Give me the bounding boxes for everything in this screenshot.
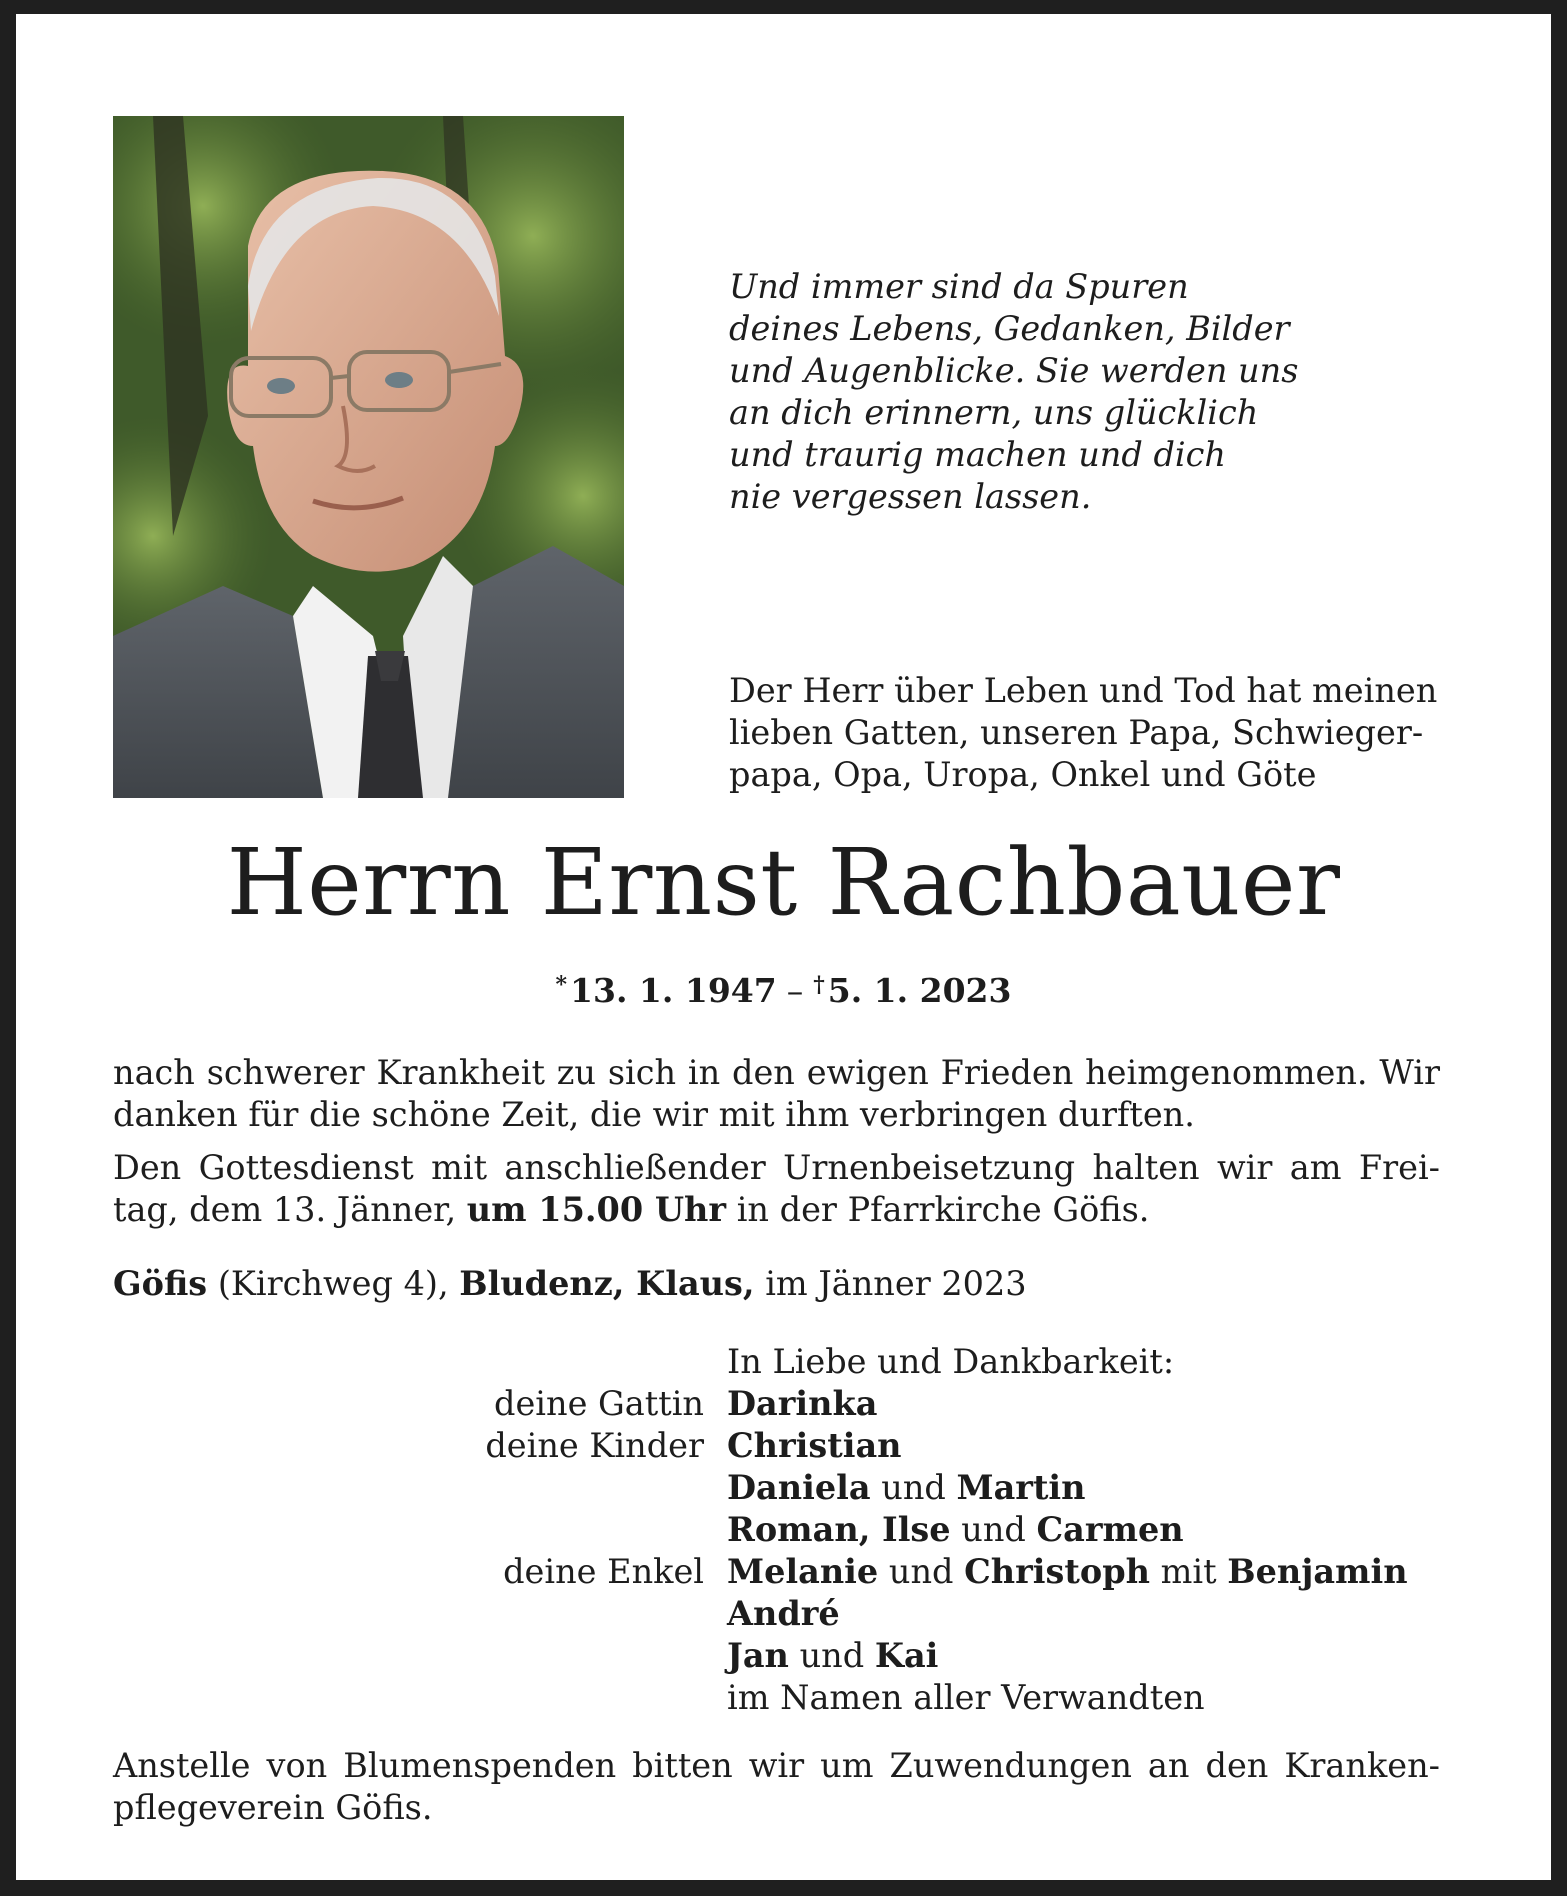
spouse-label: deine Gattin xyxy=(494,1384,704,1423)
grandchildren-label: deine Enkel xyxy=(503,1552,704,1591)
poem-line: und Augenblicke. Sie werden uns xyxy=(729,351,1299,390)
announcement-paragraph: nach schwerer Krankheit zu sich in den ewigen Frieden heimgenommen. Wir danken für die schöne Zeit, die wir mit ihm verbringen durften. xyxy=(113,1053,1440,1134)
portrait-photo xyxy=(113,116,624,798)
and-word: und xyxy=(950,1510,1037,1549)
grandchild-partner-name: Christoph xyxy=(964,1552,1150,1591)
child-partner-name: Carmen xyxy=(1036,1510,1184,1549)
donation-note: Anstelle von Blumenspenden bitten wir um Zuwendungen an den Kranken-pflegeverein Göfis. xyxy=(113,1746,1440,1827)
birth-symbol: * xyxy=(555,972,568,998)
and-word: und xyxy=(870,1468,957,1507)
place-date: im Jänner 2023 xyxy=(754,1264,1027,1303)
and-word: und xyxy=(878,1552,965,1591)
place-date-line xyxy=(113,1263,1440,1305)
intro-line: Der Herr über Leben und Tod hat meinen xyxy=(729,671,1438,710)
poem-line: nie vergessen lassen. xyxy=(729,477,1092,516)
service-time: um 15.00 Uhr xyxy=(466,1190,727,1229)
service-text: Den Gottesdienst mit anschließender Urnenbeisetzung halten wir am Frei-tag, dem 13. Jänner, xyxy=(113,1148,1440,1229)
poem-line: an dich erinnern, uns glücklich xyxy=(729,393,1259,432)
relatives-line: im Namen aller Verwandten xyxy=(727,1678,1205,1717)
and-word: und xyxy=(788,1636,875,1675)
children-label: deine Kinder xyxy=(485,1426,704,1465)
child-name: Roman, Ilse xyxy=(727,1510,951,1549)
grandchild-name: André xyxy=(727,1594,840,1633)
date-dash: – xyxy=(786,971,804,1010)
service-location: in der Pfarrkirche Göfis. xyxy=(726,1190,1150,1229)
place-address: (Kirchweg 4), xyxy=(207,1264,460,1303)
child-name: Daniela xyxy=(727,1468,871,1507)
poem xyxy=(729,266,1349,518)
intro-line: lieben Gatten, unseren Papa, Schwieger- xyxy=(729,713,1424,752)
service-paragraph xyxy=(113,1147,1440,1231)
great-grandchild-name: Benjamin xyxy=(1227,1552,1408,1591)
signature-heading: In Liebe und Dankbarkeit: xyxy=(727,1342,1175,1381)
death-symbol: † xyxy=(813,972,825,998)
place-gofis: Göfis xyxy=(113,1264,208,1303)
life-dates xyxy=(0,963,1567,1013)
with-word: mit xyxy=(1150,1552,1228,1591)
deceased-name: Herrn Ernst Rachbauer xyxy=(226,829,1341,936)
grandchild-name: Melanie xyxy=(727,1552,879,1591)
child-name: Christian xyxy=(727,1426,902,1465)
poem-line: deines Lebens, Gedanken, Bilder xyxy=(729,309,1290,348)
birth-date: 13. 1. 1947 xyxy=(570,971,777,1010)
poem-line: und traurig machen und dich xyxy=(729,435,1226,474)
spouse-name: Darinka xyxy=(727,1384,878,1423)
place-bludenz-klaus: Bludenz, Klaus, xyxy=(459,1264,755,1303)
death-date: 5. 1. 2023 xyxy=(827,971,1012,1010)
intro-line: papa, Opa, Uropa, Onkel und Göte xyxy=(729,755,1317,794)
child-partner-name: Martin xyxy=(956,1468,1086,1507)
grandchild-name: Jan xyxy=(727,1636,789,1675)
intro-text xyxy=(729,670,1438,796)
poem-line: Und immer sind da Spuren xyxy=(729,267,1189,306)
signature-block xyxy=(0,1341,1567,1719)
grandchild-name: Kai xyxy=(874,1636,939,1675)
